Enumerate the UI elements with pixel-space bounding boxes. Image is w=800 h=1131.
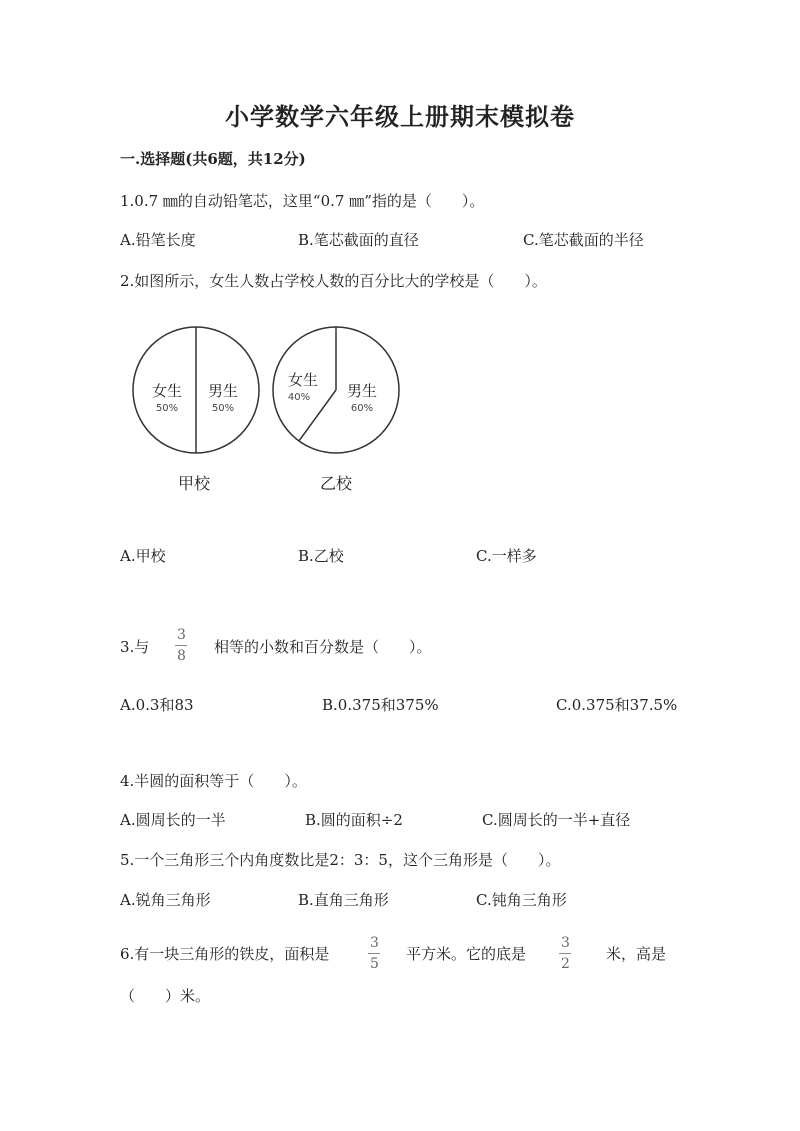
fraction-denominator: 8 bbox=[177, 648, 186, 664]
question-1-option-a: A.铅笔长度 bbox=[120, 231, 196, 249]
question-2-option-c: C.一样多 bbox=[476, 547, 537, 565]
fraction-denominator: 2 bbox=[561, 956, 570, 972]
question-3-suffix: 相等的小数和百分数是（ ）。 bbox=[214, 638, 432, 656]
page-title: 小学数学六年级上册期末模拟卷 bbox=[225, 102, 575, 131]
question-3-prefix: 3.与 bbox=[120, 638, 150, 656]
question-1-option-c: C.笔芯截面的半径 bbox=[523, 231, 644, 249]
pie-jia-girls-value: 50% bbox=[155, 403, 179, 414]
question-3-option-b: B.0.375和375% bbox=[322, 696, 439, 714]
question-1-stem: 1.0.7 ㎜的自动铅笔芯，这里“0.7 ㎜”指的是（ ）。 bbox=[120, 192, 485, 210]
question-2-option-b: B.乙校 bbox=[298, 547, 344, 565]
section-heading: 一.选择题(共6题，共12分) bbox=[120, 150, 306, 168]
question-5-option-a: A.锐角三角形 bbox=[120, 891, 211, 909]
fraction-numerator: 3 bbox=[561, 935, 570, 951]
fraction-numerator: 3 bbox=[177, 627, 186, 643]
question-5-stem: 5.一个三角形三个内角度数比是2：3：5，这个三角形是（ ）。 bbox=[120, 851, 561, 869]
question-5-option-b: B.直角三角形 bbox=[298, 891, 389, 909]
question-4-option-b: B.圆的面积÷2 bbox=[305, 811, 403, 829]
question-4-stem: 4.半圆的面积等于（ ）。 bbox=[120, 772, 307, 790]
pie-jia-title: 甲校 bbox=[177, 474, 211, 493]
fraction-numerator: 3 bbox=[370, 935, 379, 951]
pie-jia-girls-label: 女生 bbox=[151, 382, 183, 400]
pie-charts-figure bbox=[120, 318, 400, 508]
pie-yi-boys-label: 男生 bbox=[346, 382, 378, 400]
pie-yi-title: 乙校 bbox=[319, 474, 353, 493]
pie-jia-boys-label: 男生 bbox=[207, 382, 239, 400]
pie-chart-jia bbox=[133, 327, 259, 493]
pie-yi-girls-label: 女生 bbox=[287, 371, 319, 389]
question-3-option-c: C.0.375和37.5% bbox=[556, 696, 678, 714]
pie-jia-boys-value: 50% bbox=[211, 403, 235, 414]
question-3-option-a: A.0.3和83 bbox=[120, 696, 194, 714]
pie-chart-yi bbox=[273, 327, 399, 493]
question-4-option-c: C.圆周长的一半+直径 bbox=[482, 811, 631, 829]
question-6-fraction-base bbox=[559, 936, 572, 971]
pie-yi-girls-value: 40% bbox=[287, 392, 311, 403]
question-6-line2: （ ）米。 bbox=[120, 987, 211, 1005]
question-6-part2: 平方米。它的底是 bbox=[406, 945, 527, 963]
fraction-denominator: 5 bbox=[370, 956, 379, 972]
question-2-option-a: A.甲校 bbox=[120, 547, 166, 565]
question-6-part1: 6.有一块三角形的铁皮，面积是 bbox=[120, 945, 330, 963]
question-6-part3: 米，高是 bbox=[606, 945, 667, 963]
question-1-option-b: B.笔芯截面的直径 bbox=[298, 231, 419, 249]
question-4-option-a: A.圆周长的一半 bbox=[120, 811, 226, 829]
question-2-stem: 2.如图所示，女生人数占学校人数的百分比大的学校是（ ）。 bbox=[120, 272, 547, 290]
pie-yi-boys-value: 60% bbox=[350, 403, 374, 414]
question-6-fraction-area bbox=[368, 936, 381, 971]
question-3-fraction bbox=[175, 628, 188, 663]
question-5-option-c: C.钝角三角形 bbox=[476, 891, 567, 909]
